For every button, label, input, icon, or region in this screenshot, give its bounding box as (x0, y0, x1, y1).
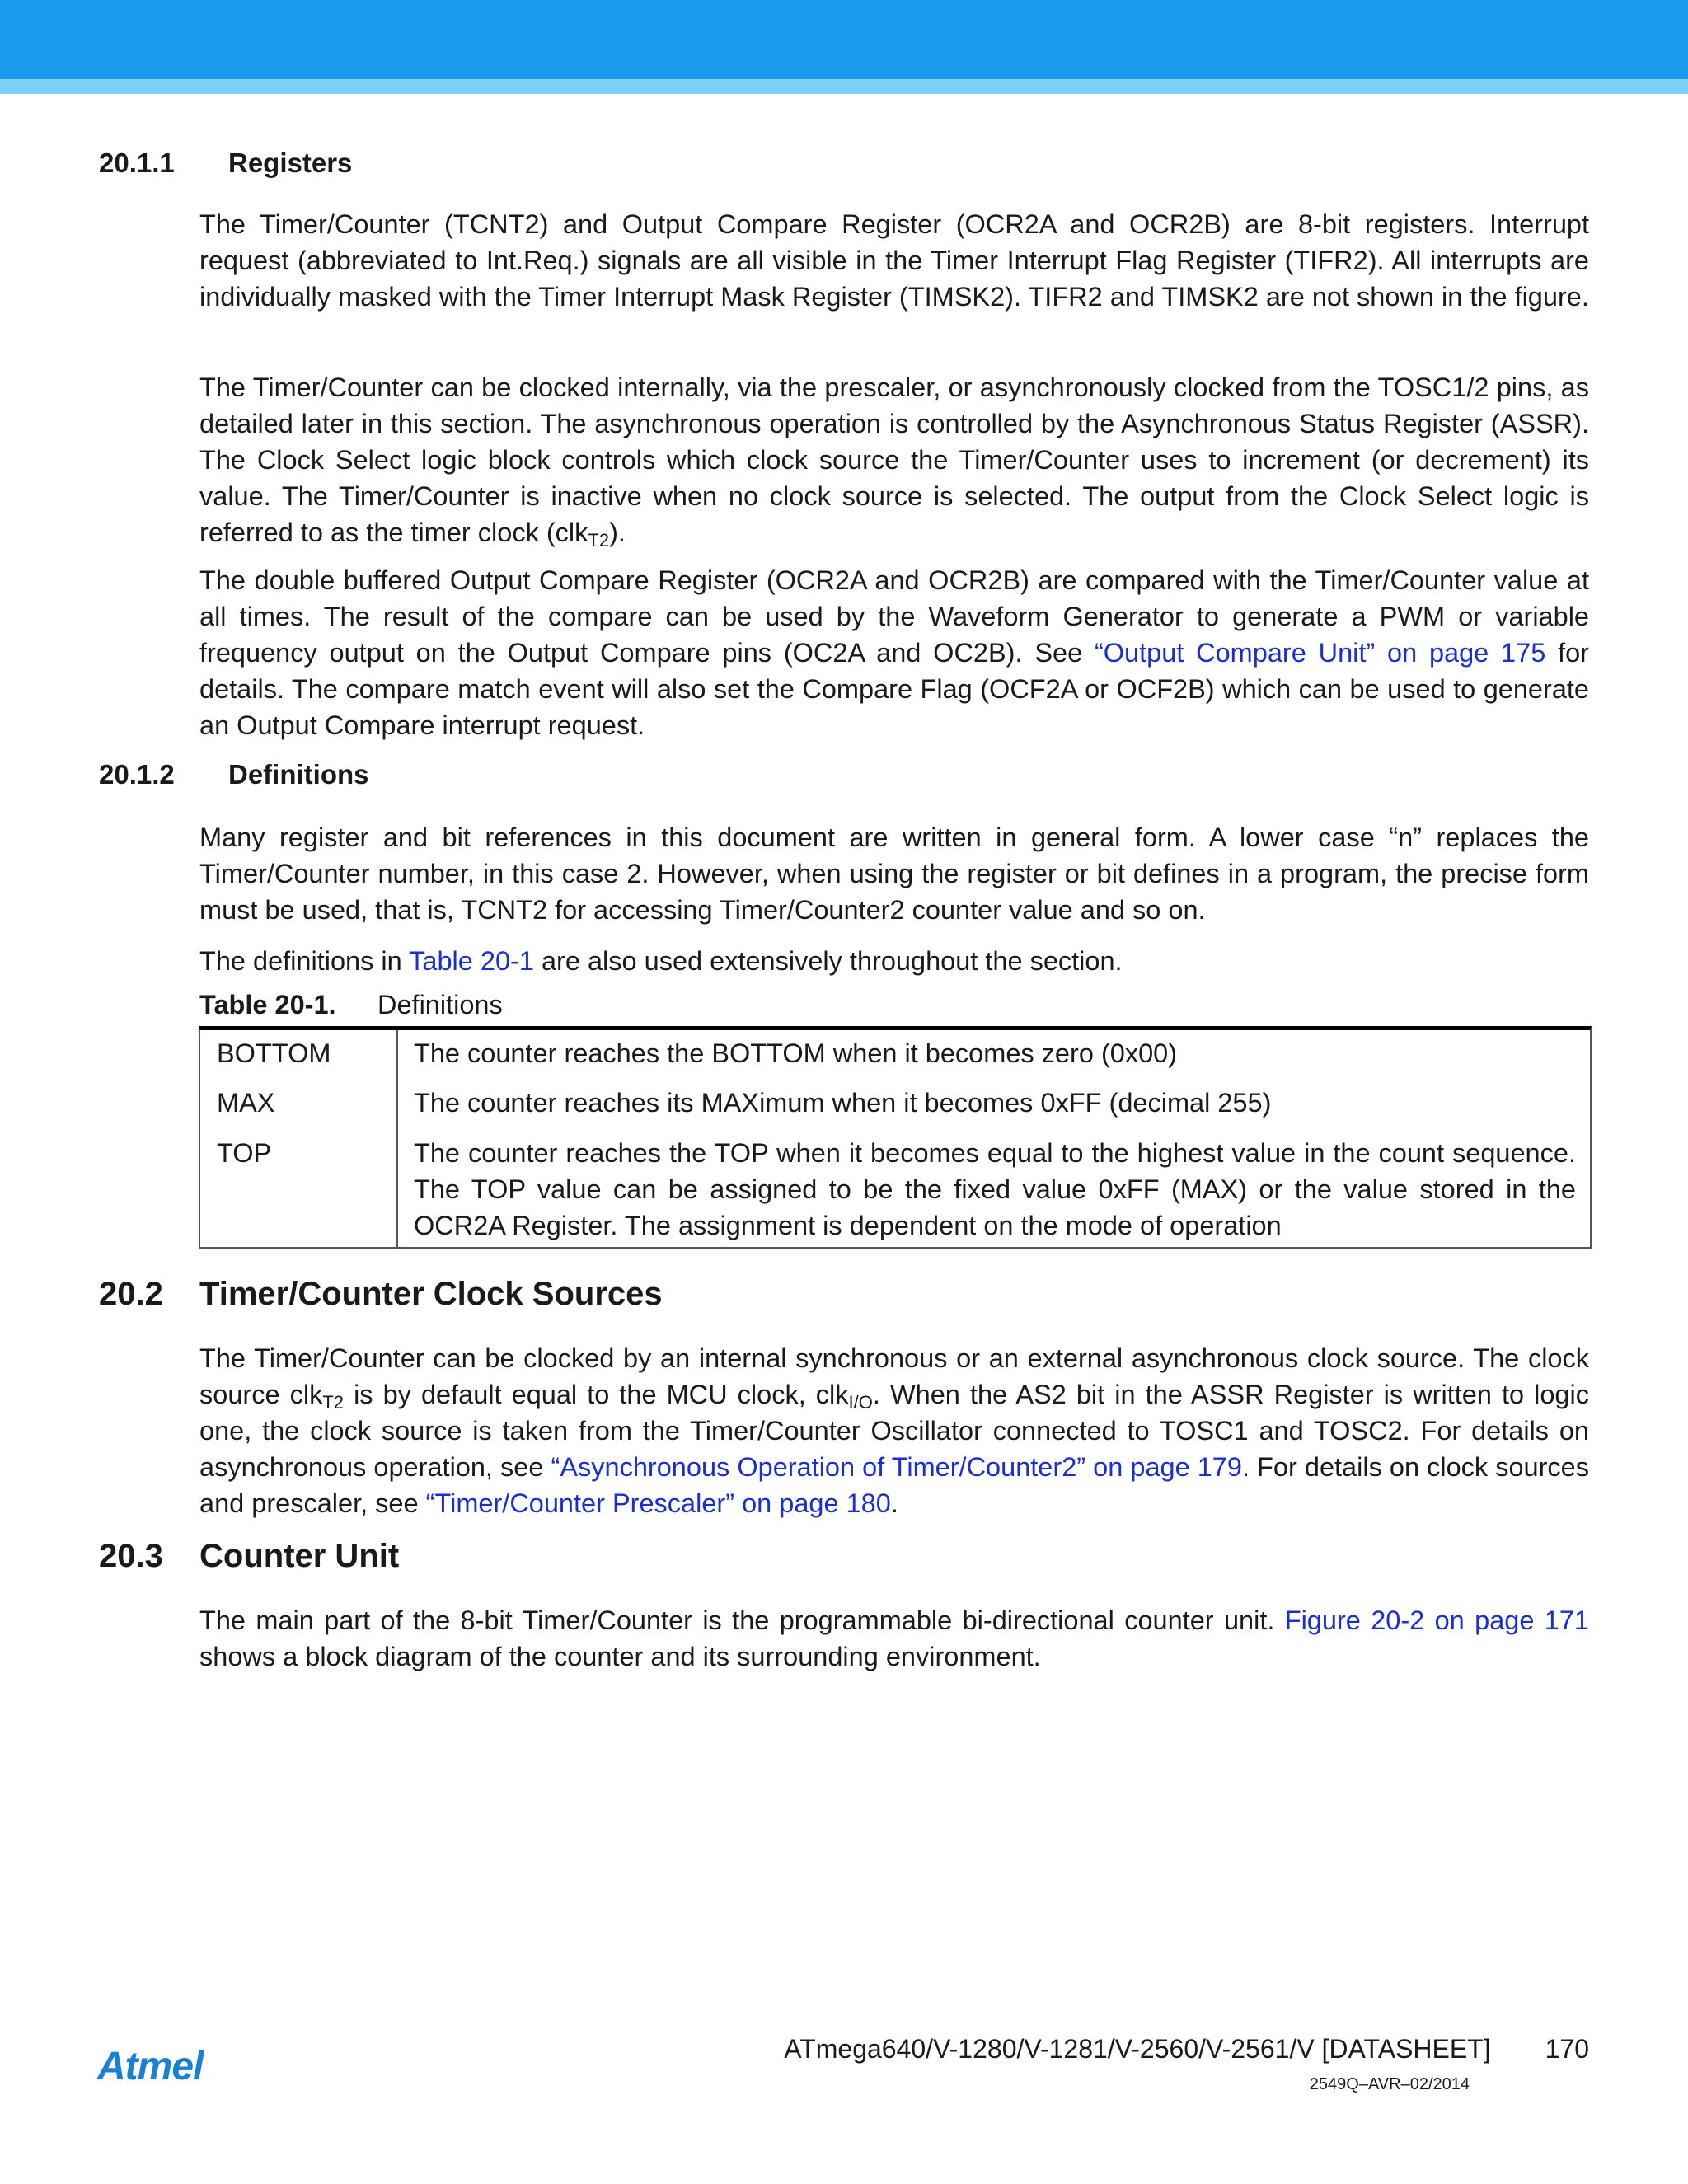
atmel-logo: Atmel (97, 2045, 204, 2088)
page-number: 170 (1545, 2034, 1589, 2064)
paragraph-definitions-2: The definitions in Table 20-1 are also used extensively throughout the section. (199, 946, 1123, 976)
paragraph-registers-1: The Timer/Counter (TCNT2) and Output Compare Register (OCR2A and OCR2B) are 8-bit registers. Interrupt request (abbreviated to Int.Req.) signals are all visible in the Timer Interrupt Flag Register (TIFR2). All interrupts are individually masked with the Timer Interrupt Mask Register (TIMSK2). TIFR2 and TIMSK2 are not shown in the figure. (199, 209, 1589, 312)
link-prescaler[interactable]: “Timer/Counter Prescaler” on page 180 (425, 1488, 891, 1518)
footer-doc-title: ATmega640/V-1280/V-1281/V-2560/V-2561/V [DATASHEET] 170 (784, 2034, 1589, 2064)
section-title: Counter Unit (199, 1538, 400, 1574)
section-title: Registers (228, 148, 353, 178)
link-table-20-1[interactable]: Table 20-1 (409, 946, 534, 976)
link-output-compare-unit[interactable]: “Output Compare Unit” on page 175 (1094, 638, 1546, 668)
definitions-table (199, 1026, 1592, 1249)
table-caption-text: Definitions (377, 990, 503, 1019)
table-term: MAX (217, 1088, 275, 1118)
footer-revision: 2549Q–AVR–02/2014 (1309, 2075, 1470, 2093)
section-number: 20.1.2 (99, 759, 175, 790)
section-number: 20.3 (99, 1538, 163, 1574)
link-async-operation[interactable]: “Asynchronous Operation of Timer/Counter2” on page 179 (551, 1452, 1242, 1482)
section-title: Timer/Counter Clock Sources (199, 1276, 663, 1312)
table-caption (199, 987, 503, 1023)
section-number: 20.2 (99, 1276, 163, 1312)
table-term: TOP (217, 1138, 272, 1168)
section-title: Definitions (228, 759, 369, 790)
paragraph-counter-unit: The main part of the 8-bit Timer/Counter is the programmable bi-directional counter unit. Figure 20-2 on page 171 shows a block diagram of the counter and its surrounding environment. (199, 1605, 1589, 1671)
link-figure-20-2[interactable]: Figure 20-2 on page 171 (1284, 1605, 1589, 1635)
paragraph-definitions-1: Many register and bit references in this document are written in general form. A lower case “n” replaces the Timer/Counter number, in this case 2. However, when using the register or bit defines in a program, the precise form must be used, that is, TCNT2 for accessing Timer/Counter2 counter value and so on. (199, 823, 1589, 925)
table-term: BOTTOM (217, 1038, 331, 1068)
paragraph-registers-2: The Timer/Counter can be clocked internally, via the prescaler, or asynchronously clocked from the TOSC1/2 pins, as detailed later in this section. The asynchronous operation is controlled by the Asynchronous Status Register (ASSR). The Clock Select logic block controls which clock source the Timer/Counter uses to increment (or decrement) its value. The Timer/Counter is inactive when no clock source is selected. The output from the Clock Select logic is referred to as the timer clock (clk$_{T2}$). (199, 373, 1589, 551)
table-description: The counter reaches the BOTTOM when it becomes zero (0x00) (414, 1038, 1178, 1068)
table-description: The counter reaches its MAXimum when it becomes 0xFF (decimal 255) (414, 1088, 1272, 1118)
paragraph-registers-3: The double buffered Output Compare Register (OCR2A and OCR2B) are compared with the Timer/Counter value at all times. The result of the compare can be used by the Waveform Generator to generate a PWM or variable frequency output on the Output Compare pins (OC2A and OC2B). See “Output Compare Unit” on page 175 for details. The compare match event will also set the Compare Flag (OCF2A or OCF2B) which can be used to generate an Output Compare interrupt request. (199, 565, 1590, 740)
table-description: The counter reaches the TOP when it becomes equal to the highest value in the count sequence. The TOP value can be assigned to be the fixed value 0xFF (MAX) or the value stored in the OCR2A Register. The assignment is dependent on the mode of operation (414, 1138, 1576, 1240)
table-caption-label: Table 20-1. (199, 990, 336, 1019)
paragraph-clock-sources: The Timer/Counter can be clocked by an internal synchronous or an external asynchronous clock source. The clock source clk$_{T2}$ is by default equal to the MCU clock, clk$_{I/O}$. When the AS2 bit in the ASSR Register is written to logic one, the clock source is taken from the Timer/Counter Oscillator connected to TOSC1 and TOSC2. For details on asynchronous operation, see “Asynchronous Operation of Timer/Counter2” on page 179. For details on clock sources and prescaler, see “Timer/Counter Prescaler” on page 180. (199, 1343, 1590, 1518)
table-column-divider (396, 1030, 398, 1247)
section-number: 20.1.1 (99, 148, 175, 178)
